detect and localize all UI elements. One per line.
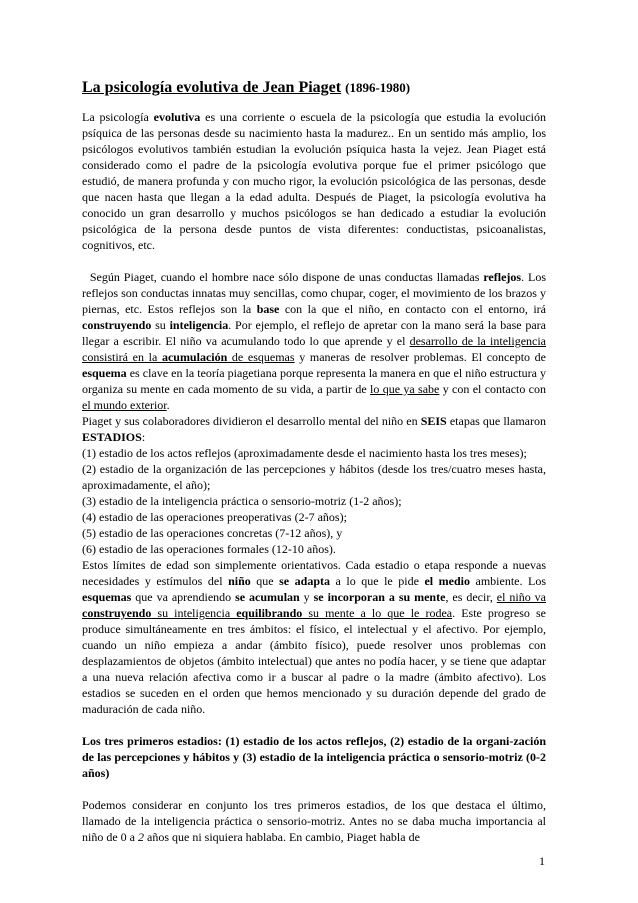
bold-underlined-run: equilibrando — [236, 606, 303, 620]
text-run: y maneras de resolver problemas. El concepto de — [294, 350, 546, 364]
text-run: . Este progreso se produce simultáneamente en tres ámbitos: el físico, el intelectual y el afectivo. Por ejemplo, cuando un niño empieza a andar (ámbito físico), puede resolver unos problemas con desplazamientos de objetos (ámbito intelectual) que antes no podía hacer, y se tiene que adaptar a una nueva relación afectiva como ir a buscar al padre o la madre (ámbito afectivo). Los estadios se suceden en el orden que hemos mencionado y su duración depende del grado de maduración de cada niño. — [82, 606, 546, 716]
text-run: Podemos considerar en conjunto los tres primeros estadios, de los que destaca el último, llamado de la inteligencia práctica o sensorio-motriz. Antes no se daba mucha importancia al niño de 0 a — [82, 798, 546, 844]
underlined-run: su inteligencia — [151, 606, 237, 620]
text-run: es una corriente o escuela de la psicología que estudia la evolución psíquica de las personas desde su nacimiento hasta la madurez.. En un sentido más amplio, los psicólogos evolutivos también estudian la evolución psíquica hasta la vejez. Jean Piaget está considerado como el padre de la psicología evolutiva porque fue el primer psicólogo que estudió, de manera profunda y con mucho rigor, la evolución psicológica de las personas, desde que nacen hasta que llegan a la edad adulta. Después de Piaget, la psicología evolutiva ha conocido un gran desarrollo y muchos psicólogos se han dedicado a estudiar la evolución psicológica de la persona desde puntos de vista diferentes: conductistas, psicoanalistas, cognitivos, etc. — [82, 110, 546, 252]
bold-run: evolutiva — [153, 110, 201, 124]
text-run: Estos límites de edad son simplemente orientativos. Cada estadio o etapa responde a nuevas necesidades y estímulos del — [82, 558, 546, 588]
bold-run: reflejos — [483, 270, 522, 284]
text-run: . Por ejemplo, el reflejo de apretar con la mano será la base para llegar a escribir. El niño va acumulando todo lo que aprende y el — [82, 318, 546, 348]
bold-run: inteligencia — [169, 318, 229, 332]
bold-run: se adapta — [279, 574, 330, 588]
bold-run: construyendo — [82, 318, 152, 332]
underlined-run: lo que ya sabe — [370, 382, 440, 396]
underlined-run: desarrollo de la inteligencia consistirá en la — [82, 334, 547, 364]
section-heading: Los tres primeros estadios: (1) estadio de los actos reflejos, (2) estadio de la organi-zación de las percepciones y hábitos y (3) estadio de la inteligencia práctica o sensorio-motriz (0-2 años) — [82, 734, 546, 780]
stage-item: (4) estadio de las operaciones preoperativas (2-7 años); — [82, 510, 347, 524]
bold-run: se acumulan — [235, 590, 300, 604]
bold-run: se incorporan a su mente — [313, 590, 446, 604]
text-run: La psicología — [82, 110, 154, 124]
text-run: años que ni siquiera hablaba. En cambio, Piaget habla de — [144, 830, 420, 844]
text-run: ambiente. Los — [469, 574, 546, 588]
underlined-run: el niño va — [496, 590, 546, 604]
text-run: Piaget y sus colaboradores dividieron el desarrollo mental del niño en — [82, 414, 421, 428]
bold-underlined-run: construyendo — [82, 606, 152, 620]
text-run: que — [250, 574, 280, 588]
text-run: . Los reflejos son conductas innatas muy sencillas, como chupar, coger, el movimiento de los brazos y piernas, etc. Estos reflejos son la — [82, 270, 547, 316]
underlined-run: el mundo exterior — [82, 398, 167, 412]
paragraph-reflexes — [82, 269, 546, 413]
stage-item: (2) estadio de la organización de las percepciones y hábitos (desde los tres/cuatro meses hasta, aproximadamente, el año); — [82, 462, 546, 492]
bold-run: esquema — [82, 366, 127, 380]
italic-run: 2 — [138, 830, 144, 844]
text-run: es clave en la teoría piagetiana porque representa la manera en que el niño estructura y organiza su mente en cada momento de su vida, a partir de — [82, 366, 546, 396]
bold-run: el medio — [424, 574, 470, 588]
text-run: Según Piaget, cuando el hombre nace sólo dispone de unas conductas llamadas — [89, 270, 484, 284]
paragraph-age-limits — [82, 557, 546, 717]
bold-run: SEIS — [420, 414, 447, 428]
bold-run: niño — [228, 574, 251, 588]
text-run: y — [299, 590, 314, 604]
text-run: a lo que le pide — [330, 574, 425, 588]
text-run: . — [166, 398, 170, 412]
text-run: , es decir, — [445, 590, 497, 604]
paragraph-stages-intro — [82, 413, 546, 445]
document-page — [82, 78, 546, 845]
text-run: con la que el niño, en contacto con el entorno, irá — [279, 302, 546, 316]
underlined-run: su mente a lo que le rodea — [302, 606, 453, 620]
stage-item: (3) estadio de la inteligencia práctica o sensorio-motriz (1-2 años); — [82, 494, 402, 508]
stage-item: (1) estadio de los actos reflejos (aproximadamente desde el nacimiento hasta los tres meses); — [82, 446, 527, 460]
text-run: que va aprendiendo — [131, 590, 236, 604]
paragraph-first-stages — [82, 797, 546, 845]
paragraph-intro — [82, 109, 546, 253]
bold-run: ESTADIOS — [82, 430, 142, 444]
page-number: 1 — [539, 854, 545, 868]
title-text: La psicología evolutiva de Jean Piaget — [82, 79, 342, 96]
bold-run: esquemas — [82, 590, 132, 604]
bold-underlined-run: acumulación — [161, 350, 228, 364]
stage-item: (5) estadio de las operaciones concretas (7-12 años), y — [82, 526, 343, 540]
underlined-run: de esquemas — [227, 350, 295, 364]
document-title — [82, 78, 546, 97]
text-run: etapas que llamaron — [446, 414, 546, 428]
text-run: su — [151, 318, 170, 332]
title-years: (1896-1980) — [345, 80, 411, 95]
text-run: : — [141, 430, 146, 444]
bold-run: base — [256, 302, 280, 316]
text-run: y con el contacto con — [439, 382, 547, 396]
stage-item: (6) estadio de las operaciones formales (12-10 años). — [82, 542, 336, 556]
